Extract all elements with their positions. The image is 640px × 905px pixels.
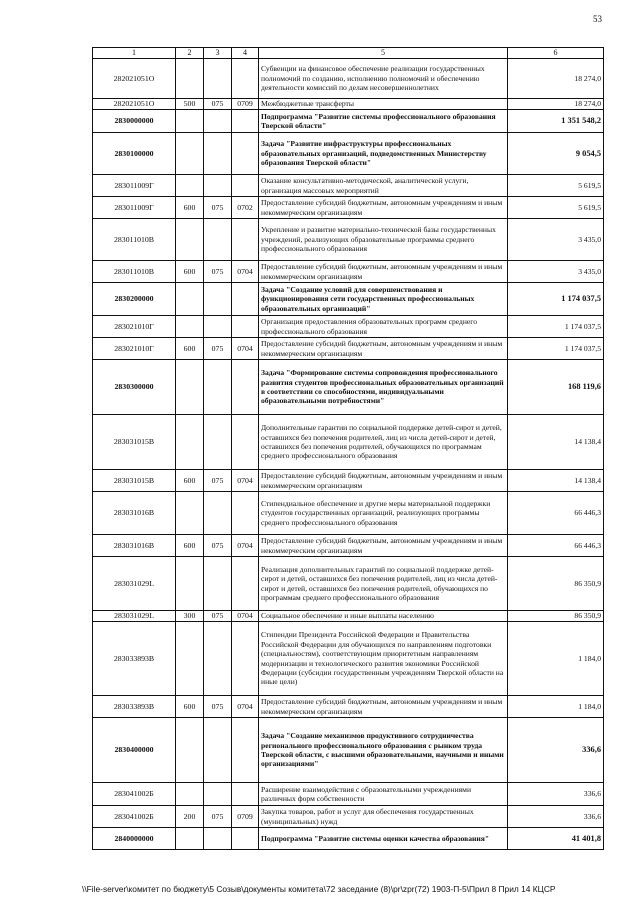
column-header: 2: [176, 48, 204, 59]
target-article-code: 283031029L: [93, 557, 176, 611]
section-code: 0704: [232, 611, 259, 622]
ministry-code: 075: [204, 197, 232, 219]
section-code: [232, 557, 259, 611]
expense-type-code: [176, 133, 204, 175]
target-article-code: 283011010В: [93, 219, 176, 261]
item-name: Задача "Создание условий для совершенствования и функционирования сети государственных профессиональных образовательных организаций": [259, 283, 508, 316]
column-header: 3: [204, 48, 232, 59]
amount: 168 119,6: [508, 360, 604, 415]
expense-type-code: [176, 219, 204, 261]
table-row: [93, 557, 604, 611]
section-code: 0709: [232, 99, 259, 110]
table-row: [93, 59, 604, 99]
section-code: 0702: [232, 197, 259, 219]
section-code: [232, 718, 259, 783]
amount: 336,6: [508, 806, 604, 828]
amount: 1 174 037,5: [508, 338, 604, 360]
item-name: Закупка товаров, работ и услуг для обеспечения государственных (муниципальных) нужд: [259, 806, 508, 828]
expense-type-code: 500: [176, 99, 204, 110]
column-header: 6: [508, 48, 604, 59]
column-header: 4: [232, 48, 259, 59]
target-article-code: 283033893В: [93, 622, 176, 696]
item-name: Предоставление субсидий бюджетным, автономным учреждениям и иным некоммерческим организациям: [259, 470, 508, 492]
section-code: [232, 219, 259, 261]
table-row: [93, 110, 604, 133]
table-row: [93, 492, 604, 535]
expense-type-code: 200: [176, 806, 204, 828]
item-name: Задача "Развитие инфраструктуры профессиональных образовательных организаций, подведомственных Министерству образования Тверской области": [259, 133, 508, 175]
ministry-code: [204, 783, 232, 806]
expense-type-code: [176, 492, 204, 535]
ministry-code: [204, 622, 232, 696]
section-code: [232, 283, 259, 316]
ministry-code: [204, 283, 232, 316]
target-article-code: 2830300000: [93, 360, 176, 415]
ministry-code: [204, 557, 232, 611]
table-row: [93, 696, 604, 718]
column-header: 5: [259, 48, 508, 59]
item-name: Предоставление субсидий бюджетным, автономным учреждениям и иным некоммерческим организациям: [259, 535, 508, 557]
amount: 336,6: [508, 783, 604, 806]
item-name: Субвенции на финансовое обеспечение реализации государственных полномочий по созданию, исполнению полномочий и обеспечению деятельности комиссий по делам несовершеннолетних: [259, 59, 508, 99]
ministry-code: [204, 316, 232, 338]
target-article-code: 283021010Г: [93, 316, 176, 338]
ministry-code: [204, 59, 232, 99]
target-article-code: 282021051О: [93, 99, 176, 110]
item-name: Укрепление и развитие материально-технической базы государственных учреждений, реализующих образовательные программы среднего профессионального образования: [259, 219, 508, 261]
item-name: Межбюджетные трансферты: [259, 99, 508, 110]
table-row: [93, 360, 604, 415]
ministry-code: [204, 360, 232, 415]
ministry-code: [204, 415, 232, 470]
amount: 14 138,4: [508, 470, 604, 492]
ministry-code: 075: [204, 696, 232, 718]
expense-type-code: [176, 316, 204, 338]
table-row: [93, 806, 604, 828]
expense-type-code: [176, 828, 204, 850]
expense-type-code: [176, 283, 204, 316]
amount: 66 446,3: [508, 535, 604, 557]
table-row: [93, 261, 604, 283]
table-row: [93, 283, 604, 316]
expense-type-code: [176, 110, 204, 133]
item-name: Предоставление субсидий бюджетным, автономным учреждениям и иным некоммерческим организациям: [259, 261, 508, 283]
target-article-code: 2830200000: [93, 283, 176, 316]
amount: 18 274,0: [508, 99, 604, 110]
expense-type-code: 600: [176, 197, 204, 219]
ministry-code: [204, 175, 232, 197]
table-row: [93, 316, 604, 338]
amount: 18 274,0: [508, 59, 604, 99]
target-article-code: 2830400000: [93, 718, 176, 783]
expense-type-code: [176, 622, 204, 696]
target-article-code: 283011010В: [93, 261, 176, 283]
expense-type-code: [176, 783, 204, 806]
amount: 86 350,9: [508, 611, 604, 622]
ministry-code: [204, 492, 232, 535]
item-name: Предоставление субсидий бюджетным, автономным учреждениям и иным некоммерческим организациям: [259, 197, 508, 219]
amount: 5 619,5: [508, 175, 604, 197]
ministry-code: [204, 133, 232, 175]
section-code: [232, 59, 259, 99]
amount: 3 435,0: [508, 219, 604, 261]
expense-type-code: [176, 175, 204, 197]
target-article-code: 283011009Г: [93, 197, 176, 219]
table-row: [93, 219, 604, 261]
expense-type-code: [176, 718, 204, 783]
target-article-code: 283031016В: [93, 535, 176, 557]
ministry-code: 075: [204, 338, 232, 360]
ministry-code: 075: [204, 261, 232, 283]
table-row: [93, 611, 604, 622]
amount: 1 351 548,2: [508, 110, 604, 133]
amount: 86 350,9: [508, 557, 604, 611]
ministry-code: [204, 828, 232, 850]
amount: 66 446,3: [508, 492, 604, 535]
section-code: 0704: [232, 696, 259, 718]
table-row: [93, 783, 604, 806]
amount: 41 401,8: [508, 828, 604, 850]
item-name: Реализация дополнительных гарантий по социальной поддержке детей-сирот и детей, оставшихся без попечения родителей, лиц из числа детей-сирот и детей, оставшихся без попечения родителей, обучающихся по программам среднего профессионального образования: [259, 557, 508, 611]
column-header: 1: [93, 48, 176, 59]
ministry-code: 075: [204, 99, 232, 110]
table-row: [93, 622, 604, 696]
target-article-code: 283033893В: [93, 696, 176, 718]
item-name: Подпрограмма "Развитие системы оценки качества образования": [259, 828, 508, 850]
ministry-code: 075: [204, 470, 232, 492]
expense-type-code: 600: [176, 261, 204, 283]
table-body: [93, 59, 604, 850]
section-code: [232, 828, 259, 850]
section-code: [232, 492, 259, 535]
expense-type-code: [176, 59, 204, 99]
item-name: Оказание консультативно-методической, аналитической услуги, организация массовых мероприятий: [259, 175, 508, 197]
target-article-code: 283031015В: [93, 470, 176, 492]
target-article-code: 283041002Б: [93, 806, 176, 828]
section-code: [232, 316, 259, 338]
target-article-code: 282021051О: [93, 59, 176, 99]
expense-type-code: [176, 360, 204, 415]
amount: 336,6: [508, 718, 604, 783]
budget-table: [92, 47, 604, 850]
table-row: [93, 197, 604, 219]
file-path-footer: \\File-server\комитет по бюджету\5 Созыв\документы комитета\72 заседание (8)\pr\zpr(72) 1903-П-5\Прил 8 Прил 14 КЦСР: [82, 884, 556, 894]
ministry-code: 075: [204, 611, 232, 622]
target-article-code: 283031016В: [93, 492, 176, 535]
target-article-code: 283031015В: [93, 415, 176, 470]
table-header-row: [93, 48, 604, 59]
item-name: Задача "Формирование системы сопровождения профессионального развития студентов профессиональных образовательных организаций в соответствии со способностями, индивидуальными образовательными потребностями": [259, 360, 508, 415]
item-name: Предоставление субсидий бюджетным, автономным учреждениям и иным некоммерческим организациям: [259, 696, 508, 718]
table-row: [93, 99, 604, 110]
item-name: Расширение взаимодействия с образовательными учреждениями различных форм собственности: [259, 783, 508, 806]
ministry-code: [204, 219, 232, 261]
table-row: [93, 133, 604, 175]
item-name: Задача "Создание механизмов продуктивного сотрудничества регионального профессионального образования с рынком труда Тверской области, с высшими образовательными, научными и иными организациями": [259, 718, 508, 783]
target-article-code: 2840000000: [93, 828, 176, 850]
target-article-code: 283011009Г: [93, 175, 176, 197]
section-code: 0704: [232, 261, 259, 283]
table-row: [93, 175, 604, 197]
amount: 5 619,5: [508, 197, 604, 219]
item-name: Организация предоставления образовательных программ среднего профессионального образования: [259, 316, 508, 338]
section-code: [232, 110, 259, 133]
item-name: Дополнительные гарантии по социальной поддержке детей-сирот и детей, оставшихся без попечения родителей, лиц из числа детей-сирот и детей, оставшихся без попечения родителей, обучающихся по программам среднего профессионального образования: [259, 415, 508, 470]
amount: 1 184,0: [508, 622, 604, 696]
page-number: 53: [593, 14, 602, 24]
ministry-code: [204, 718, 232, 783]
target-article-code: 283041002Б: [93, 783, 176, 806]
item-name: Предоставление субсидий бюджетным, автономным учреждениям и иным некоммерческим организациям: [259, 338, 508, 360]
section-code: [232, 360, 259, 415]
section-code: [232, 622, 259, 696]
amount: 3 435,0: [508, 261, 604, 283]
section-code: 0709: [232, 806, 259, 828]
item-name: Стипендиальное обеспечение и другие меры материальной поддержки студентов государственных организаций, реализующих программы среднего профессионального образования: [259, 492, 508, 535]
expense-type-code: 600: [176, 535, 204, 557]
expense-type-code: 600: [176, 470, 204, 492]
section-code: [232, 175, 259, 197]
expense-type-code: [176, 415, 204, 470]
expense-type-code: 600: [176, 696, 204, 718]
target-article-code: 2830000000: [93, 110, 176, 133]
expense-type-code: 300: [176, 611, 204, 622]
expense-type-code: [176, 557, 204, 611]
table-row: [93, 470, 604, 492]
amount: 1 184,0: [508, 696, 604, 718]
target-article-code: 283021010Г: [93, 338, 176, 360]
table-row: [93, 338, 604, 360]
ministry-code: [204, 110, 232, 133]
table-row: [93, 828, 604, 850]
section-code: [232, 415, 259, 470]
amount: 1 174 037,5: [508, 283, 604, 316]
amount: 1 174 037,5: [508, 316, 604, 338]
target-article-code: 2830100000: [93, 133, 176, 175]
section-code: 0704: [232, 535, 259, 557]
item-name: Подпрограмма "Развитие системы профессионального образования Тверской области": [259, 110, 508, 133]
table-row: [93, 415, 604, 470]
ministry-code: 075: [204, 535, 232, 557]
target-article-code: 283031029L: [93, 611, 176, 622]
expense-type-code: 600: [176, 338, 204, 360]
ministry-code: 075: [204, 806, 232, 828]
item-name: Стипендии Президента Российской Федерации и Правительства Российской Федерации для обучающихся по направлениям подготовки (специальностям), соответствующим приоритетным направлениям модернизации и технологического развития экономики Российской Федерации (субсидии государственным учреждениям Тверской области на иные цели): [259, 622, 508, 696]
section-code: 0704: [232, 338, 259, 360]
section-code: [232, 783, 259, 806]
item-name: Социальное обеспечение и иные выплаты населению: [259, 611, 508, 622]
amount: 14 138,4: [508, 415, 604, 470]
section-code: 0704: [232, 470, 259, 492]
amount: 9 054,5: [508, 133, 604, 175]
section-code: [232, 133, 259, 175]
table-row: [93, 535, 604, 557]
table-row: [93, 718, 604, 783]
